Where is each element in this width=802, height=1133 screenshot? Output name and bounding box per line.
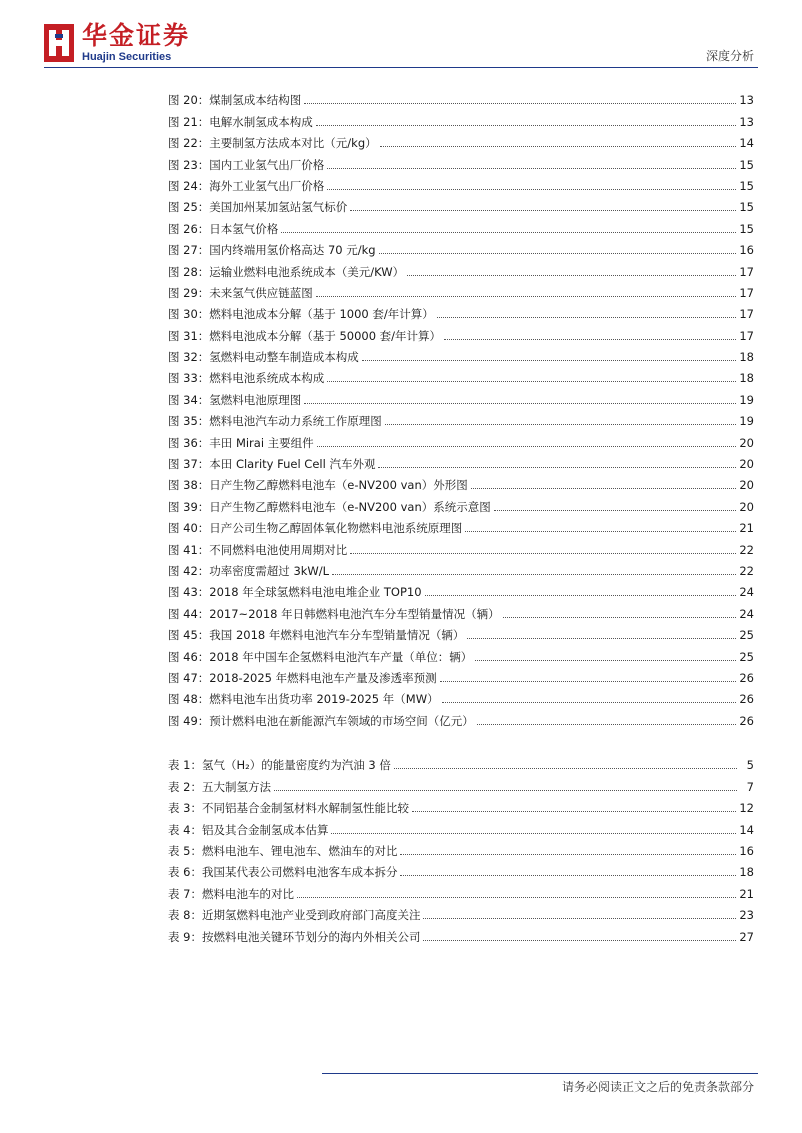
figure-toc-entry[interactable] — [168, 279, 754, 300]
toc-entry-label: 图 40：日产公司生物乙醇固体氧化物燃料电池系统原理图 — [168, 521, 463, 536]
toc-page-number: 13 — [739, 114, 754, 129]
toc-entry-label: 图 24：海外工业氢气出厂价格 — [168, 178, 325, 193]
dot-leader — [379, 253, 737, 254]
figure-toc-entry[interactable] — [168, 492, 754, 513]
toc-entry-label: 图 46：2018 年中国车企氢燃料电池汽车产量（单位：辆） — [168, 649, 473, 664]
toc-entry-label: 表 8：近期氢燃料电池产业受到政府部门高度关注 — [168, 908, 421, 923]
toc-page-number: 17 — [739, 285, 754, 300]
dot-leader — [304, 103, 736, 104]
toc-page-number: 26 — [739, 692, 754, 707]
dot-leader — [281, 232, 736, 233]
dot-leader — [304, 403, 736, 404]
dot-leader — [440, 681, 737, 682]
toc-page-number: 20 — [739, 435, 754, 450]
figure-toc-entry[interactable] — [168, 364, 754, 385]
toc-entry-label: 图 20：煤制氢成本结构图 — [168, 93, 302, 108]
dot-leader — [442, 702, 737, 703]
toc-page-number: 15 — [739, 178, 754, 193]
toc-entry-label: 表 4：铝及其合金制氢成本估算 — [168, 822, 329, 837]
dot-leader — [425, 595, 737, 596]
dot-leader — [407, 275, 736, 276]
header-divider — [44, 67, 758, 68]
toc-page-number: 22 — [739, 542, 754, 557]
toc-page-number: 7 — [746, 779, 754, 794]
dot-leader — [327, 168, 736, 169]
figure-toc-entry[interactable] — [168, 450, 754, 471]
toc-entry-label: 图 43：2018 年全球氢燃料电池电堆企业 TOP10 — [168, 585, 422, 600]
table-toc-entry[interactable] — [168, 858, 754, 879]
toc-page-number: 21 — [739, 886, 754, 901]
dot-leader — [423, 918, 736, 919]
toc-page-number: 12 — [739, 801, 754, 816]
dot-leader — [394, 768, 737, 769]
figure-toc-entry[interactable] — [168, 599, 754, 620]
figure-toc-entry[interactable] — [168, 86, 754, 107]
figure-toc-entry[interactable] — [168, 107, 754, 128]
toc-entry-label: 图 31：燃料电池成本分解（基于 50000 套/年计算） — [168, 328, 442, 343]
figure-toc-entry[interactable] — [168, 172, 754, 193]
dot-leader — [503, 617, 737, 618]
figure-toc-entry[interactable] — [168, 557, 754, 578]
table-toc-entry[interactable] — [168, 922, 754, 943]
toc-entry-label: 图 28：运输业燃料电池系统成本（美元/KW） — [168, 264, 405, 279]
toc-page-number: 22 — [739, 563, 754, 578]
toc-entry-label: 图 42：功率密度需超过 3kW/L — [168, 563, 330, 578]
figure-toc-entry[interactable] — [168, 214, 754, 235]
dot-leader — [437, 317, 737, 318]
toc-page-number: 17 — [739, 264, 754, 279]
toc-entry-label: 图 41：不同燃料电池使用周期对比 — [168, 542, 348, 557]
toc-page-number: 5 — [746, 758, 754, 773]
table-toc-entry[interactable] — [168, 794, 754, 815]
toc-entry-label: 图 44：2017~2018 年日韩燃料电池汽车分车型销量情况（辆） — [168, 606, 500, 621]
table-toc-entry[interactable] — [168, 815, 754, 836]
toc-page-number: 17 — [739, 307, 754, 322]
figure-toc-entry[interactable] — [168, 300, 754, 321]
toc-page-number: 27 — [739, 929, 754, 944]
dot-leader — [327, 189, 736, 190]
figure-toc-entry[interactable] — [168, 642, 754, 663]
toc-entry-label: 图 30：燃料电池成本分解（基于 1000 套/年计算） — [168, 307, 434, 322]
figure-list — [168, 86, 754, 728]
toc-page-number: 21 — [739, 521, 754, 536]
figure-toc-entry[interactable] — [168, 129, 754, 150]
figure-toc-entry[interactable] — [168, 343, 754, 364]
toc-entry-label: 图 27：国内终端用氢价格高达 70 元/kg — [168, 243, 376, 258]
dot-leader — [274, 790, 737, 791]
toc-entry-label: 图 26：日本氢气价格 — [168, 221, 279, 236]
figure-toc-entry[interactable] — [168, 385, 754, 406]
toc-entry-label: 图 25：美国加州某加氢站氢气标价 — [168, 200, 348, 215]
figure-toc-entry[interactable] — [168, 193, 754, 214]
toc-entry-label: 图 49：预计燃料电池在新能源汽车领域的市场空间（亿元） — [168, 713, 474, 728]
figure-toc-entry[interactable] — [168, 706, 754, 727]
dot-leader — [444, 339, 736, 340]
toc-entry-label: 图 21：电解水制氢成本构成 — [168, 114, 313, 129]
toc-entry-label: 图 29：未来氢气供应链蓝图 — [168, 285, 313, 300]
toc-entry-label: 表 9：按燃料电池关键环节划分的海内外相关公司 — [168, 929, 421, 944]
toc-page-number: 20 — [739, 478, 754, 493]
figure-toc-entry[interactable] — [168, 535, 754, 556]
toc-page-number: 18 — [739, 350, 754, 365]
figure-toc-entry[interactable] — [168, 407, 754, 428]
dot-leader — [471, 488, 737, 489]
table-toc-entry[interactable] — [168, 772, 754, 793]
footer-divider — [322, 1073, 758, 1074]
toc-entry-label: 图 32：氢燃料电动整车制造成本构成 — [168, 350, 359, 365]
dot-leader — [467, 638, 736, 639]
toc-entry-label: 图 38：日产生物乙醇燃料电池车（e-NV200 van）外形图 — [168, 478, 468, 493]
footer-disclaimer: 请务必阅读正文之后的免责条款部分 — [561, 1080, 754, 1094]
table-toc-entry[interactable] — [168, 837, 754, 858]
toc-entry-label: 图 39：日产生物乙醇燃料电池车（e-NV200 van）系统示意图 — [168, 499, 491, 514]
dot-leader — [475, 660, 736, 661]
toc-entry-label: 表 3：不同铝基合金制氢材料水解制氢性能比较 — [168, 801, 409, 816]
table-toc-entry[interactable] — [168, 751, 754, 772]
toc-entry-label: 图 33：燃料电池系统成本构成 — [168, 371, 325, 386]
huajin-logo-icon — [44, 24, 74, 62]
table-toc-entry[interactable] — [168, 879, 754, 900]
toc-entry-label: 表 7：燃料电池车的对比 — [168, 886, 294, 901]
dot-leader — [465, 531, 736, 532]
figure-toc-entry[interactable] — [168, 664, 754, 685]
dot-leader — [350, 210, 736, 211]
dot-leader — [317, 446, 737, 447]
toc-page-number: 18 — [739, 865, 754, 880]
dot-leader — [412, 811, 736, 812]
toc-page-number: 26 — [739, 670, 754, 685]
brand-name-cn: 华金证券 — [82, 21, 191, 50]
toc-page-number: 25 — [739, 649, 754, 664]
dot-leader — [380, 146, 737, 147]
toc-page-number: 23 — [739, 908, 754, 923]
toc-entry-label: 图 45：我国 2018 年燃料电池汽车分车型销量情况（辆） — [168, 628, 465, 643]
dot-leader — [378, 467, 736, 468]
toc-page-number: 13 — [739, 93, 754, 108]
dot-leader — [316, 296, 737, 297]
dot-leader — [332, 574, 736, 575]
document-type: 深度分析 — [705, 49, 754, 63]
toc-page-number: 19 — [739, 392, 754, 407]
toc-entry-label: 表 5：燃料电池车、锂电池车、燃油车的对比 — [168, 843, 398, 858]
toc-page-number: 14 — [739, 822, 754, 837]
toc-entry-label: 图 47：2018-2025 年燃料电池车产量及渗透率预测 — [168, 670, 437, 685]
figure-toc-entry[interactable] — [168, 257, 754, 278]
toc-page-number: 19 — [739, 414, 754, 429]
toc-page-number: 25 — [739, 628, 754, 643]
figure-toc-entry[interactable] — [168, 471, 754, 492]
figure-toc-entry[interactable] — [168, 150, 754, 171]
toc-entry-label: 表 2：五大制氢方法 — [168, 779, 271, 794]
toc-page-number: 16 — [739, 843, 754, 858]
toc-page-number: 24 — [739, 606, 754, 621]
toc-page-number: 26 — [739, 713, 754, 728]
toc-entry-label: 图 22：主要制氢方法成本对比（元/kg） — [168, 136, 377, 151]
dot-leader — [477, 724, 737, 725]
toc-page-number: 15 — [739, 157, 754, 172]
figure-toc-entry[interactable] — [168, 428, 754, 449]
toc-entry-label: 表 1：氢气（H₂）的能量密度约为汽油 3 倍 — [168, 758, 391, 773]
figure-toc-entry[interactable] — [168, 236, 754, 257]
toc-page-number: 20 — [739, 499, 754, 514]
brand-name-en: Huajin Securities — [82, 51, 172, 63]
toc-entry-label: 图 35：燃料电池汽车动力系统工作原理图 — [168, 414, 382, 429]
dot-leader — [327, 381, 736, 382]
table-toc-entry[interactable] — [168, 901, 754, 922]
dot-leader — [316, 125, 737, 126]
dot-leader — [400, 875, 736, 876]
toc-page-number: 14 — [739, 136, 754, 151]
figure-toc-entry[interactable] — [168, 514, 754, 535]
toc-entry-label: 图 37：本田 Clarity Fuel Cell 汽车外观 — [168, 457, 376, 472]
dot-leader — [494, 510, 737, 511]
toc-page-number: 17 — [739, 328, 754, 343]
dot-leader — [362, 360, 737, 361]
figure-toc-entry[interactable] — [168, 321, 754, 342]
toc-entry-label: 表 6：我国某代表公司燃料电池客车成本拆分 — [168, 865, 398, 880]
toc-entry-label: 图 34：氢燃料电池原理图 — [168, 392, 302, 407]
dot-leader — [385, 424, 737, 425]
dot-leader — [331, 833, 736, 834]
toc-entry-label: 图 36：丰田 Mirai 主要组件 — [168, 435, 314, 450]
dot-leader — [400, 854, 736, 855]
dot-leader — [350, 553, 736, 554]
toc-page-number: 15 — [739, 221, 754, 236]
toc-page-number: 18 — [739, 371, 754, 386]
toc-entry-label: 图 48：燃料电池车出货功率 2019-2025 年（MW） — [168, 692, 439, 707]
figure-toc-entry[interactable] — [168, 685, 754, 706]
page-header — [0, 0, 802, 70]
figure-toc-entry[interactable] — [168, 578, 754, 599]
toc-page-number: 15 — [739, 200, 754, 215]
toc-entry-label: 图 23：国内工业氢气出厂价格 — [168, 157, 325, 172]
figure-toc-entry[interactable] — [168, 621, 754, 642]
dot-leader — [423, 940, 736, 941]
toc-page-number: 24 — [739, 585, 754, 600]
dot-leader — [297, 897, 736, 898]
table-list — [168, 751, 754, 944]
toc-page-number: 20 — [739, 457, 754, 472]
toc-page-number: 16 — [739, 243, 754, 258]
